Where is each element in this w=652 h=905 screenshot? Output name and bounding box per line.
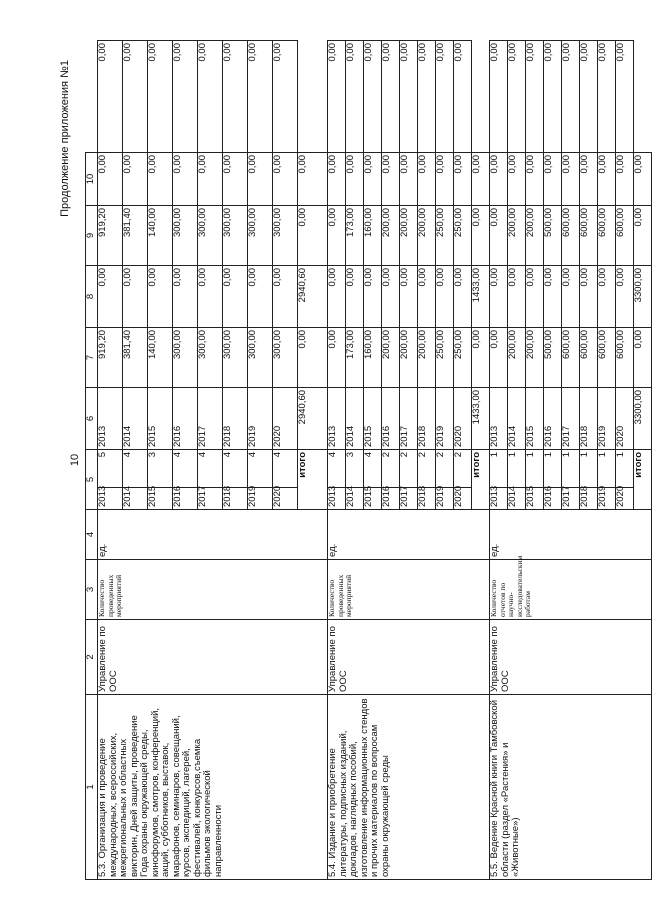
col8-cell: 200,00 [382, 205, 400, 265]
col8-cell: 300,00 [273, 205, 298, 265]
col-header-10: 10 [86, 152, 98, 205]
column-number-row [86, 41, 98, 880]
col9-cell: 0,00 [454, 152, 472, 205]
col8-cell: 200,00 [418, 205, 436, 265]
col7-cell: 0,00 [273, 265, 298, 327]
indicator-cell: Количество проведенных мероприятий [328, 560, 490, 620]
total-label: итого [298, 449, 328, 509]
qty-cell: 2 [382, 449, 400, 487]
year-cell: 2013 [98, 488, 123, 510]
amount-cell: 0,00 [490, 327, 508, 387]
responsible-cell: Управление по ООС [98, 620, 328, 695]
year-cell: 2016 [173, 488, 198, 510]
qty-cell: 2 [400, 449, 418, 487]
year-cell: 2016 [544, 488, 562, 510]
col7-cell: 0,00 [198, 265, 223, 327]
col7-cell: 0,00 [580, 265, 598, 327]
qty-cell: 3 [346, 449, 364, 487]
col10-cell: 0,00 [400, 41, 418, 153]
col7-cell: 0,00 [123, 265, 148, 327]
year-cell: 2015 [526, 488, 544, 510]
col7-cell: 0,00 [526, 265, 544, 327]
col9-cell: 0,00 [562, 152, 580, 205]
col9-cell: 0,00 [273, 152, 298, 205]
total-c9-cell: 0,00 [634, 205, 652, 265]
col8-cell: 381,40 [123, 205, 148, 265]
code-cell: 2015 [364, 387, 382, 449]
code-cell: 2017 [400, 387, 418, 449]
total-c6-cell: 3300,00 [634, 387, 652, 449]
amount-cell: 200,00 [382, 327, 400, 387]
code-cell: 2014 [346, 387, 364, 449]
col7-cell: 0,00 [223, 265, 248, 327]
col10-cell: 0,00 [454, 41, 472, 153]
amount-cell: 200,00 [418, 327, 436, 387]
amount-cell: 300,00 [173, 327, 198, 387]
code-cell: 2015 [526, 387, 544, 449]
qty-cell: 4 [223, 449, 248, 487]
col8-cell: 600,00 [598, 205, 616, 265]
col8-cell: 300,00 [248, 205, 273, 265]
col9-cell: 0,00 [328, 152, 346, 205]
total-c8-cell: 3300,00 [634, 265, 652, 327]
col10-cell: 0,00 [526, 41, 544, 153]
col10-cell: 0,00 [173, 41, 198, 153]
amount-cell: 300,00 [248, 327, 273, 387]
col8-cell: 300,00 [198, 205, 223, 265]
col10-cell: 0,00 [98, 41, 123, 153]
qty-cell: 4 [173, 449, 198, 487]
year-cell: 2017 [562, 488, 580, 510]
amount-cell: 200,00 [508, 327, 526, 387]
col8-cell: 600,00 [580, 205, 598, 265]
col10-cell: 0,00 [544, 41, 562, 153]
col-header-1: 1 [86, 695, 98, 880]
col9-cell: 0,00 [223, 152, 248, 205]
col7-cell: 0,00 [173, 265, 198, 327]
qty-cell: 4 [364, 449, 382, 487]
year-cell: 2018 [223, 488, 248, 510]
total-c7-cell: 0,00 [298, 327, 328, 387]
total-c8-cell: 1433,00 [472, 265, 490, 327]
col8-cell: 0,00 [490, 205, 508, 265]
col8-cell: 200,00 [508, 205, 526, 265]
code-cell: 2017 [562, 387, 580, 449]
total-c9-cell: 0,00 [298, 205, 328, 265]
col8-cell: 200,00 [526, 205, 544, 265]
col7-cell: 0,00 [400, 265, 418, 327]
col9-cell: 0,00 [418, 152, 436, 205]
col8-cell: 919,20 [98, 205, 123, 265]
code-cell: 2014 [508, 387, 526, 449]
code-cell: 2016 [382, 387, 400, 449]
col9-cell: 0,00 [248, 152, 273, 205]
code-cell: 2013 [490, 387, 508, 449]
code-cell: 2018 [580, 387, 598, 449]
col10-cell: 0,00 [328, 41, 346, 153]
qty-cell: 4 [248, 449, 273, 487]
qty-cell: 4 [123, 449, 148, 487]
total-c10-cell: 0,00 [298, 152, 328, 205]
col9-cell: 0,00 [148, 152, 173, 205]
total-c9-cell: 0,00 [472, 205, 490, 265]
col7-cell: 0,00 [598, 265, 616, 327]
amount-cell: 200,00 [400, 327, 418, 387]
qty-cell: 3 [148, 449, 173, 487]
code-cell: 2018 [223, 387, 248, 449]
year-cell: 2020 [273, 488, 298, 510]
total-c6-cell: 1433,00 [472, 387, 490, 449]
code-cell: 2019 [598, 387, 616, 449]
col10-cell: 0,00 [598, 41, 616, 153]
col7-cell: 0,00 [454, 265, 472, 327]
col10-cell: 0,00 [248, 41, 273, 153]
year-cell: 2020 [454, 488, 472, 510]
total-c8-cell: 2940,60 [298, 265, 328, 327]
col-header-8: 8 [86, 265, 98, 327]
col8-cell: 140,00 [148, 205, 173, 265]
code-cell: 2014 [123, 387, 148, 449]
qty-cell: 1 [490, 449, 508, 487]
amount-cell: 160,00 [364, 327, 382, 387]
amount-cell: 500,00 [544, 327, 562, 387]
responsible-cell: Управление по ООС [328, 620, 490, 695]
qty-cell: 5 [98, 449, 123, 487]
amount-cell: 200,00 [526, 327, 544, 387]
year-cell: 2014 [123, 488, 148, 510]
code-cell: 2019 [436, 387, 454, 449]
col10-cell: 0,00 [223, 41, 248, 153]
col8-cell: 173,00 [346, 205, 364, 265]
col8-cell: 250,00 [454, 205, 472, 265]
code-cell: 2020 [273, 387, 298, 449]
col10-cell: 0,00 [123, 41, 148, 153]
year-cell: 2019 [598, 488, 616, 510]
col8-cell: 200,00 [400, 205, 418, 265]
col9-cell: 0,00 [123, 152, 148, 205]
code-cell: 2016 [173, 387, 198, 449]
col10-cell: 0,00 [346, 41, 364, 153]
qty-cell: 1 [526, 449, 544, 487]
qty-cell: 4 [273, 449, 298, 487]
amount-cell: 600,00 [598, 327, 616, 387]
col9-cell: 0,00 [198, 152, 223, 205]
col7-cell: 0,00 [490, 265, 508, 327]
col10-cell: 0,00 [508, 41, 526, 153]
year-cell: 2015 [364, 488, 382, 510]
qty-cell: 4 [198, 449, 223, 487]
amount-cell: 300,00 [223, 327, 248, 387]
col10-cell: 0,00 [616, 41, 634, 153]
col8-cell: 160,00 [364, 205, 382, 265]
total-label: итого [472, 449, 490, 509]
col7-cell: 0,00 [436, 265, 454, 327]
col7-cell: 0,00 [544, 265, 562, 327]
total-c10-cell: 0,00 [634, 152, 652, 205]
qty-cell: 2 [454, 449, 472, 487]
col9-cell: 0,00 [526, 152, 544, 205]
amount-cell: 173,00 [346, 327, 364, 387]
year-cell: 2013 [328, 488, 346, 510]
col10-cell: 0,00 [580, 41, 598, 153]
amount-cell: 600,00 [562, 327, 580, 387]
year-cell: 2017 [198, 488, 223, 510]
code-cell: 2020 [454, 387, 472, 449]
col10-cell: 0,00 [436, 41, 454, 153]
table-body [98, 41, 652, 880]
col-header-6: 6 [86, 387, 98, 449]
total-c10-cell: 0,00 [472, 152, 490, 205]
col7-cell: 0,00 [508, 265, 526, 327]
program-table [85, 40, 652, 880]
col10-cell: 0,00 [418, 41, 436, 153]
code-cell: 2013 [98, 387, 123, 449]
col9-cell: 0,00 [382, 152, 400, 205]
amount-cell: 919,20 [98, 327, 123, 387]
col9-cell: 0,00 [346, 152, 364, 205]
col7-cell: 0,00 [418, 265, 436, 327]
year-cell: 2013 [490, 488, 508, 510]
col7-cell: 0,00 [562, 265, 580, 327]
rotated-content [57, 40, 644, 880]
col10-cell: 0,00 [364, 41, 382, 153]
table-row [490, 41, 508, 880]
year-cell: 2020 [616, 488, 634, 510]
col8-cell: 500,00 [544, 205, 562, 265]
continuation-note: Продолжение приложения №1 [59, 60, 71, 217]
unit-cell: ед. [328, 510, 490, 560]
indicator-cell: Количество проведенных мероприятий [98, 560, 328, 620]
qty-cell: 1 [616, 449, 634, 487]
col9-cell: 0,00 [490, 152, 508, 205]
col-header-4: 4 [86, 510, 98, 560]
code-cell: 2016 [544, 387, 562, 449]
col9-cell: 0,00 [508, 152, 526, 205]
year-cell: 2014 [508, 488, 526, 510]
qty-cell: 1 [580, 449, 598, 487]
qty-cell: 1 [562, 449, 580, 487]
col8-cell: 600,00 [562, 205, 580, 265]
col7-cell: 0,00 [148, 265, 173, 327]
year-cell: 2019 [248, 488, 273, 510]
code-cell: 2013 [328, 387, 346, 449]
col9-cell: 0,00 [580, 152, 598, 205]
qty-cell: 2 [436, 449, 454, 487]
col-header-9: 9 [86, 205, 98, 265]
col9-cell: 0,00 [364, 152, 382, 205]
code-cell: 2015 [148, 387, 173, 449]
col-header-5: 5 [86, 449, 98, 509]
col8-cell: 0,00 [328, 205, 346, 265]
responsible-cell: Управление по ООС [490, 620, 652, 695]
col7-cell: 0,00 [328, 265, 346, 327]
col7-cell: 0,00 [346, 265, 364, 327]
col10-cell: 0,00 [148, 41, 173, 153]
total-c7-cell: 0,00 [472, 327, 490, 387]
col9-cell: 0,00 [598, 152, 616, 205]
col8-cell: 250,00 [436, 205, 454, 265]
unit-cell: ед. [98, 510, 328, 560]
year-cell: 2018 [580, 488, 598, 510]
col7-cell: 0,00 [98, 265, 123, 327]
col10-cell: 0,00 [490, 41, 508, 153]
year-cell: 2017 [400, 488, 418, 510]
year-cell: 2014 [346, 488, 364, 510]
amount-cell: 300,00 [198, 327, 223, 387]
total-c7-cell: 0,00 [634, 327, 652, 387]
qty-cell: 1 [508, 449, 526, 487]
col-header-3: 3 [86, 560, 98, 620]
table-row [328, 41, 346, 880]
section-name: 5.5. Ведение Красной книги Тамбовской области (раздел «Растения» и «Животные») [490, 695, 652, 880]
col-header-2: 2 [86, 620, 98, 695]
section-name: 5.3. Организация и проведение международных, всероссийских, межрегиональных и областных викторин, Дней защиты, проведение Года охраны окружающей среды, кинофорумов, смотров, конференций, акций, субботников, выставок, марафонов, семинаров, совещаний, курсов, экспедиций, лагерей, фестивалей, конкурсов,съемка фильмов экологической направленности [98, 695, 328, 880]
qty-cell: 1 [598, 449, 616, 487]
col-header-7: 7 [86, 327, 98, 387]
amount-cell: 0,00 [328, 327, 346, 387]
col9-cell: 0,00 [616, 152, 634, 205]
amount-cell: 300,00 [273, 327, 298, 387]
col10-cell: 0,00 [382, 41, 400, 153]
col7-cell: 0,00 [248, 265, 273, 327]
amount-cell: 600,00 [616, 327, 634, 387]
col8-cell: 600,00 [616, 205, 634, 265]
total-label: итого [634, 449, 652, 509]
col10-cell: 0,00 [273, 41, 298, 153]
code-cell: 2020 [616, 387, 634, 449]
col7-cell: 0,00 [364, 265, 382, 327]
year-cell: 2018 [418, 488, 436, 510]
page-number: 10 [69, 453, 81, 467]
col8-cell: 300,00 [173, 205, 198, 265]
amount-cell: 140,00 [148, 327, 173, 387]
col9-cell: 0,00 [173, 152, 198, 205]
col10-cell: 0,00 [198, 41, 223, 153]
indicator-cell: Количество отчетов по научно-исследовательским работам [490, 560, 652, 620]
code-cell: 2017 [198, 387, 223, 449]
amount-cell: 600,00 [580, 327, 598, 387]
amount-cell: 250,00 [454, 327, 472, 387]
unit-cell: ед. [490, 510, 652, 560]
code-cell: 2018 [418, 387, 436, 449]
qty-cell: 1 [544, 449, 562, 487]
col8-cell: 300,00 [223, 205, 248, 265]
year-cell: 2019 [436, 488, 454, 510]
col7-cell: 0,00 [616, 265, 634, 327]
qty-cell: 4 [328, 449, 346, 487]
document-page [57, 40, 644, 880]
year-cell: 2015 [148, 488, 173, 510]
qty-cell: 2 [418, 449, 436, 487]
amount-cell: 381,40 [123, 327, 148, 387]
col9-cell: 0,00 [436, 152, 454, 205]
col10-cell: 0,00 [562, 41, 580, 153]
col9-cell: 0,00 [98, 152, 123, 205]
year-cell: 2016 [382, 488, 400, 510]
col9-cell: 0,00 [544, 152, 562, 205]
amount-cell: 250,00 [436, 327, 454, 387]
table-row [98, 41, 123, 880]
code-cell: 2019 [248, 387, 273, 449]
total-c6-cell: 2940,60 [298, 387, 328, 449]
section-name: 5.4. Издание и приобретение литературы, подписных изданий, докладов, наглядных пособий, изготовление информационных стендов и прочих материалов по вопросам охраны окружающей среды [328, 695, 490, 880]
col9-cell: 0,00 [400, 152, 418, 205]
col7-cell: 0,00 [382, 265, 400, 327]
